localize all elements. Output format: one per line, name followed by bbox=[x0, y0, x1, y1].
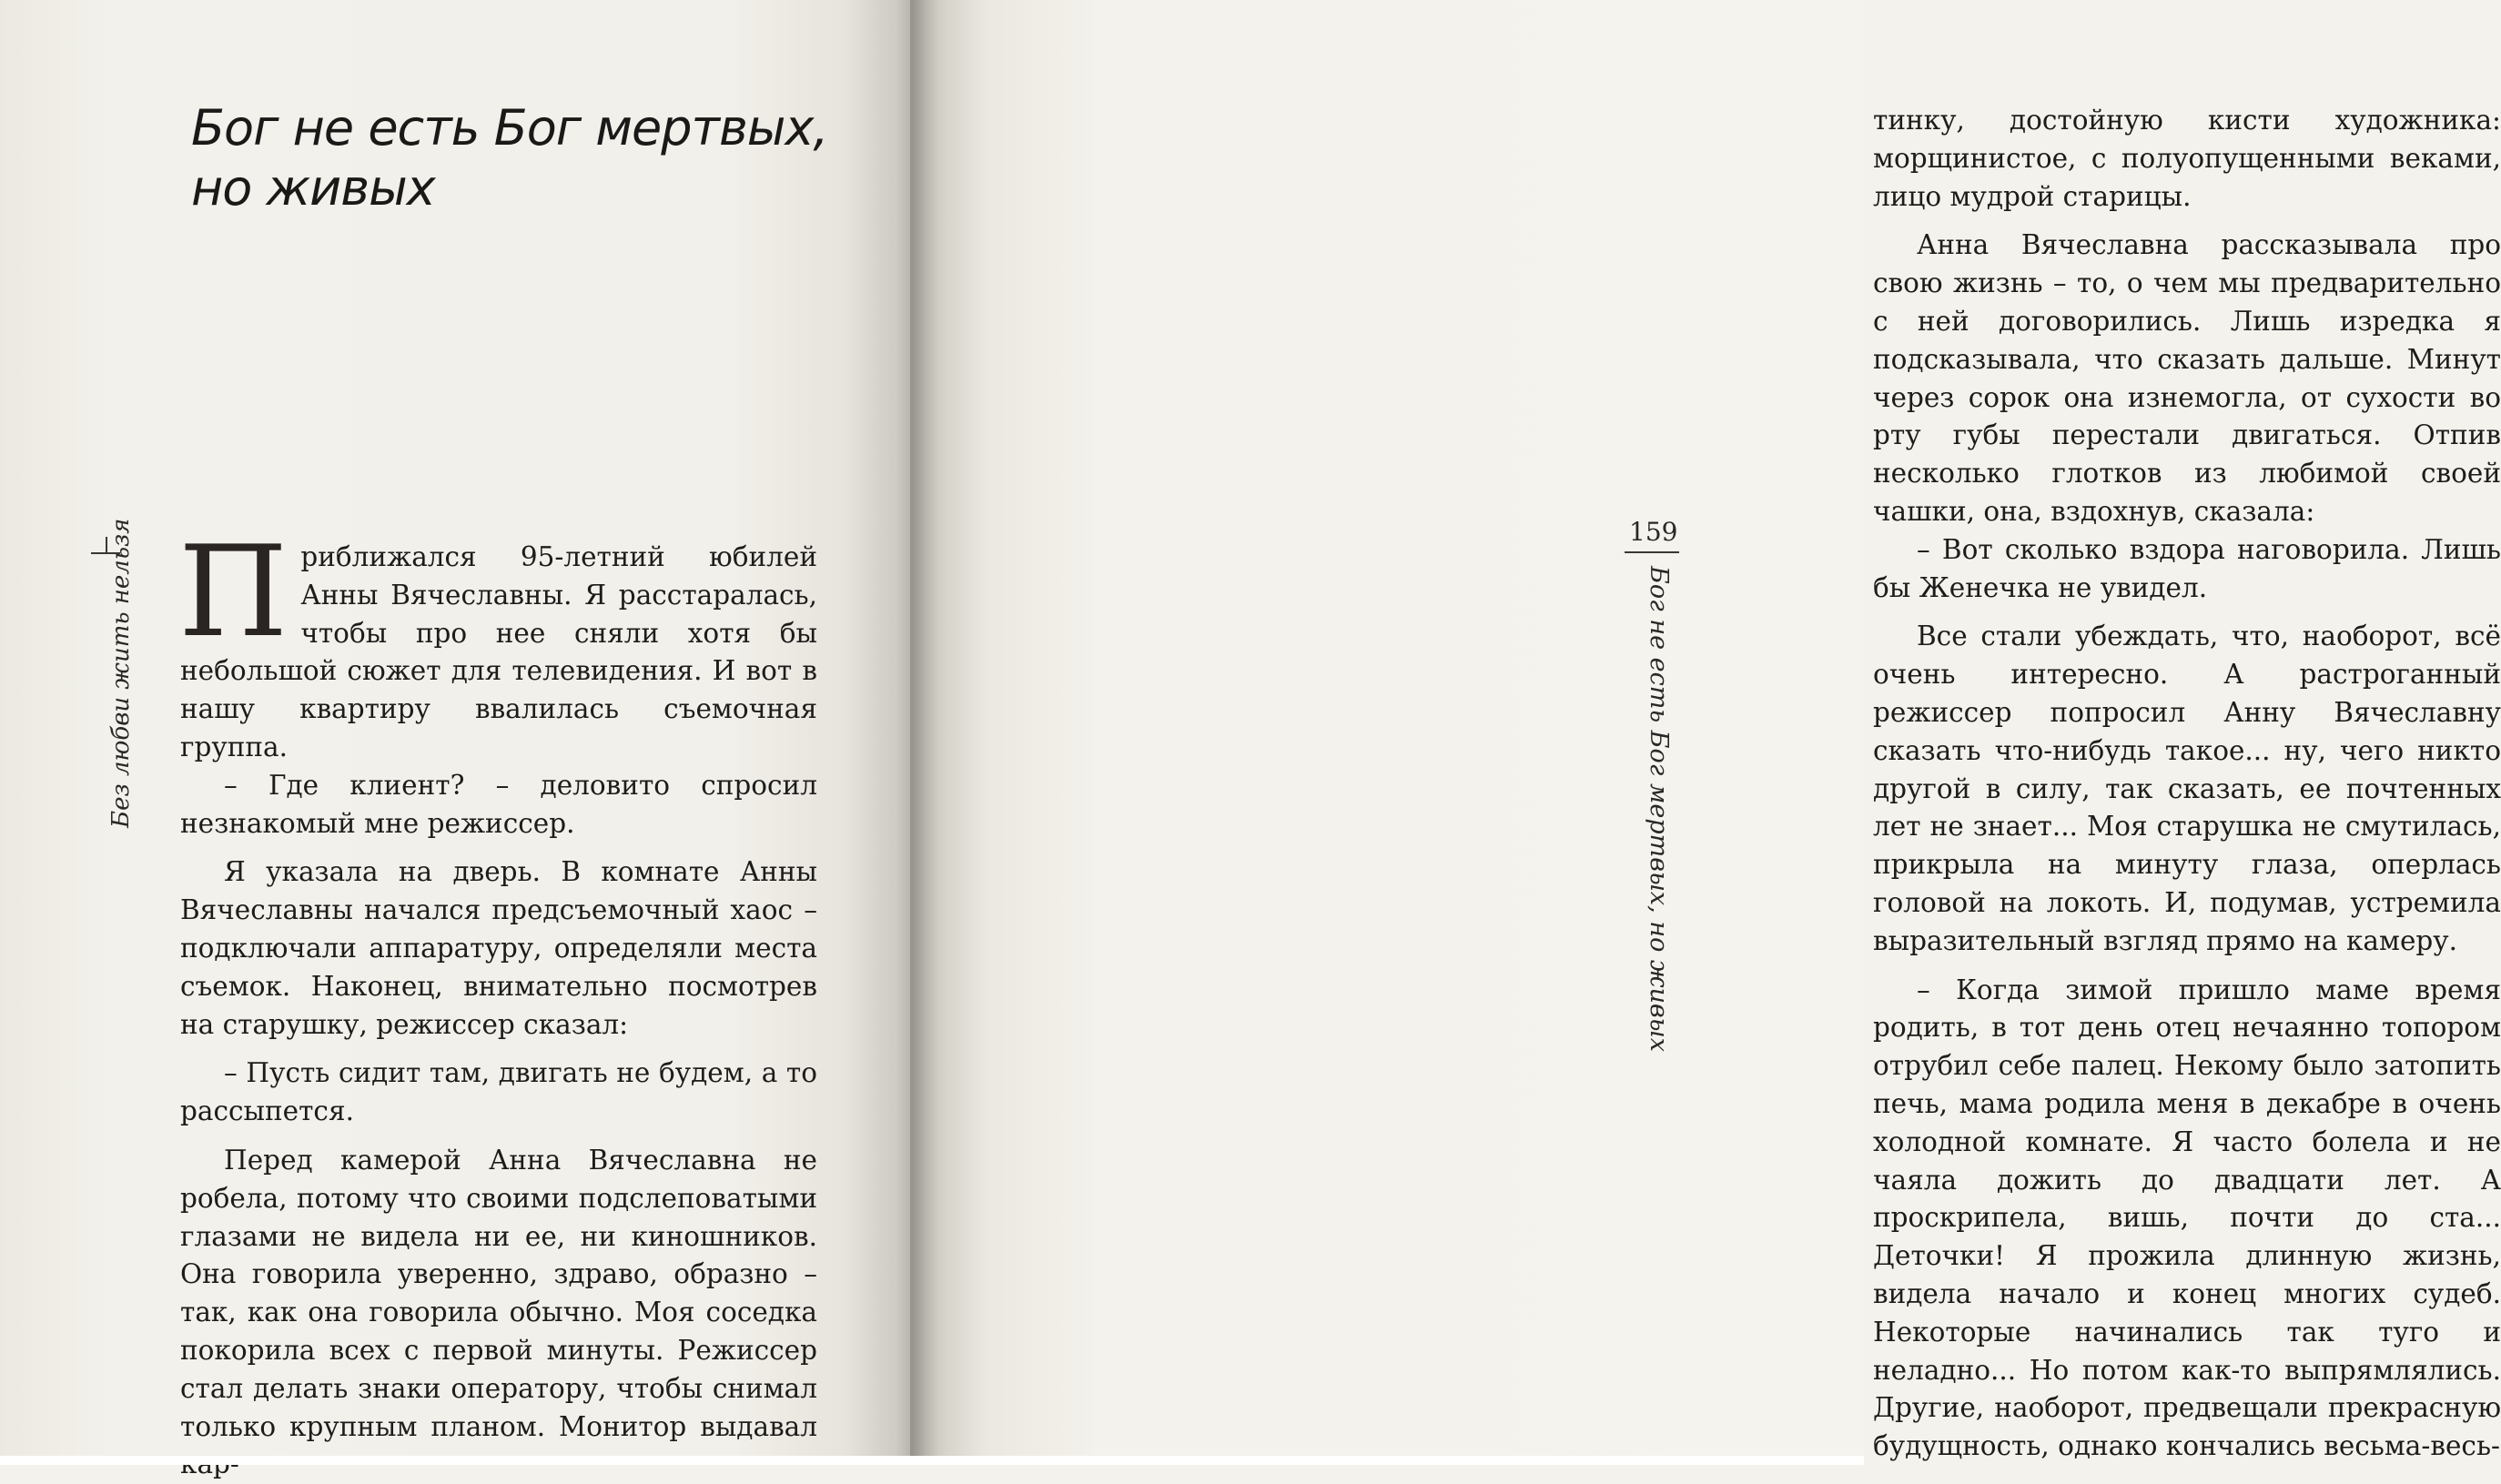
chapter-title-line-2: но живых bbox=[191, 159, 435, 217]
paragraph: Все стали убеждать, что, наоборот, всё очень интересно. А растроганный режиссер попросил Анну Вячеславну сказать что-нибудь такое... ну, чего никто другой в силу, так сказать, ее почтенных лет не знает... Моя старушка не смутилась, прикрыла на минуту глаза, оперлась головой на локоть. И, подумав, устремила выразительный взгляд прямо на камеру. bbox=[1873, 621, 2501, 956]
page-number-rule bbox=[1625, 551, 1679, 553]
paragraph: – Когда зимой пришло маме время родить, в тот день отец нечаянно топором отрубил себе палец. Некому было затопить печь, мама родила меня в декабре в очень холодной комнате. Я часто болела и не чаяла дожить до двадцати лет. А проскрипела, вишь, почти до ста... Деточки! Я прожила длинную жизнь, видела начало и конец многих судеб. Некоторые начинались так туго и неладно... Но потом как-то выпрямлялись. Другие, наоборот, предвещали прекрасную будущность, однако кончались весьма-весь- bbox=[1873, 974, 2501, 1462]
paragraph-text: риближался 95-летний юбилей Анны Вячеславны. Я расстаралась, чтобы про нее сняли хотя бы небольшой сюжет для телевидения. И вот в нашу квартиру ввалилась съемочная группа. bbox=[180, 541, 817, 762]
right-page-body bbox=[1873, 102, 2501, 1466]
paragraph: тинку, достойную кисти художника: морщинистое, с полуопущенными веками, лицо мудрой старицы. bbox=[1873, 105, 2501, 212]
paragraph: Перед камерой Анна Вячеславна не робела, потому что своими подслеповатыми глазами не видела ни ее, ни киношников. Она говорила уверенно, здраво, образно – так, как она говорила обычно. Моя соседка покорила всех с первой минуты. Режиссер стал делать знаки оператору, чтобы снимал только крупным планом. Монитор выдавал bbox=[180, 1144, 817, 1442]
paragraph: Я указала на дверь. В комнате Анны Вячеславны начался предсъемочный хаос – подключали аппаратуру, определяли места съемок. Наконец, внимательно посмотрев на старушку, режиссер сказал: bbox=[180, 856, 817, 1040]
running-head-left: Без любви жить нельзя bbox=[107, 518, 135, 828]
paragraph: – Вот сколько вздора наговорила. Лишь бы Женечка не увидел. bbox=[1873, 533, 2501, 603]
page-number: 159 bbox=[1629, 517, 1678, 547]
paragraph: – Пусть сидит там, двигать не будем, а то рассыпется. bbox=[180, 1057, 817, 1127]
paragraph bbox=[178, 519, 817, 767]
left-page-body bbox=[178, 519, 817, 1484]
right-page bbox=[910, 0, 2501, 1465]
chapter-title bbox=[191, 98, 846, 218]
paragraph: Анна Вячеславна рассказывала про свою жизнь – то, о чем мы предварительно с ней договорились. Лишь изредка я подсказывала, что сказать дальше. Минут через сорок она изнемогла, от сухости во рту губы перестали двигаться. Отпив несколько глотков из любимой своей чашки, она, вздохнув, сказала: bbox=[1873, 229, 2501, 527]
drop-cap: П bbox=[178, 519, 289, 665]
left-page bbox=[0, 0, 910, 1465]
scan-bottom-edge bbox=[0, 1456, 1864, 1465]
paragraph: – Где клиент? – деловито спросил незнакомый мне режиссер. bbox=[180, 769, 817, 839]
running-head-right: Бог не есть Бог мертвых, но живых bbox=[1645, 566, 1673, 1052]
gutter-shadow bbox=[846, 0, 947, 1456]
chapter-title-line-1: Бог не есть Бог мертвых, bbox=[191, 99, 828, 156]
